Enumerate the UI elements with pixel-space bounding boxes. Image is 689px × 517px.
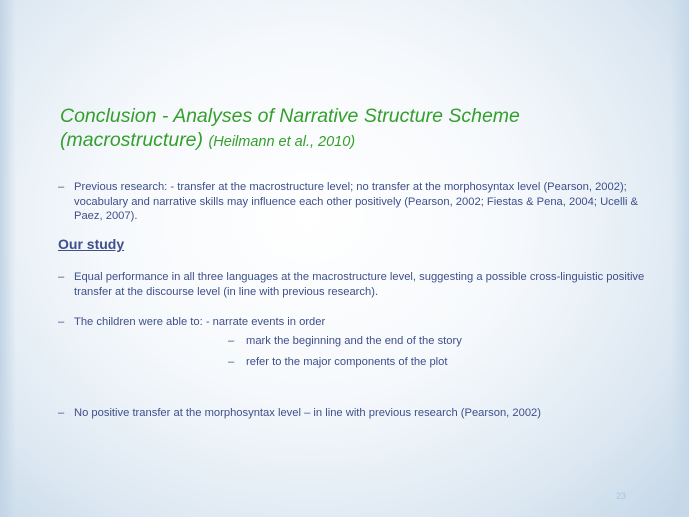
- bullet-dash: –: [58, 271, 65, 283]
- bullet-children-able-to: [58, 315, 648, 330]
- bullet-previous-research: [58, 180, 648, 224]
- bullet-no-positive-transfer: [58, 406, 648, 421]
- bullet-dash: –: [58, 181, 65, 193]
- bullet-text: The children were able to: - narrate events in order: [74, 316, 326, 328]
- bullet-dash: –: [58, 407, 65, 419]
- slide-title-main: Conclusion - Analyses of Narrative Structure Scheme (macrostructure): [60, 105, 520, 151]
- sub-bullet-text: refer to the major components of the plot: [246, 356, 448, 368]
- bullet-dash: –: [58, 316, 65, 328]
- slide-title: [60, 104, 620, 154]
- bullet-text: No positive transfer at the morphosyntax level – in line with previous research (Pearson, 2002): [74, 407, 542, 419]
- bullet-text: Equal performance in all three languages at the macrostructure level, suggesting a possible cross-linguistic positive transfer at the discourse level (in line with previous research).: [74, 271, 645, 298]
- bullet-equal-performance: [58, 270, 648, 299]
- sub-bullet-major-components: [228, 355, 447, 370]
- bullet-text: Previous research: - transfer at the macrostructure level; no transfer at the morphosyntax level (Pearson, 2002); vocabulary and narrative skills may influence each other positively (Pearson, 2002; Fiestas & Pena, 2004; Ucelli & Paez, 2007).: [74, 181, 639, 222]
- slide-title-citation: (Heilmann et al., 2010): [208, 134, 356, 150]
- page-number: 23: [616, 491, 627, 501]
- sub-bullet-text: mark the beginning and the end of the story: [246, 335, 462, 347]
- our-study-heading: Our study: [58, 236, 125, 252]
- sub-bullet-mark-beginning-end: [228, 334, 462, 349]
- sub-bullet-dash: –: [228, 335, 235, 347]
- slide-left-edge-shade: [0, 0, 16, 517]
- sub-bullet-dash: –: [228, 356, 235, 368]
- slide-right-edge-shade: [671, 0, 689, 517]
